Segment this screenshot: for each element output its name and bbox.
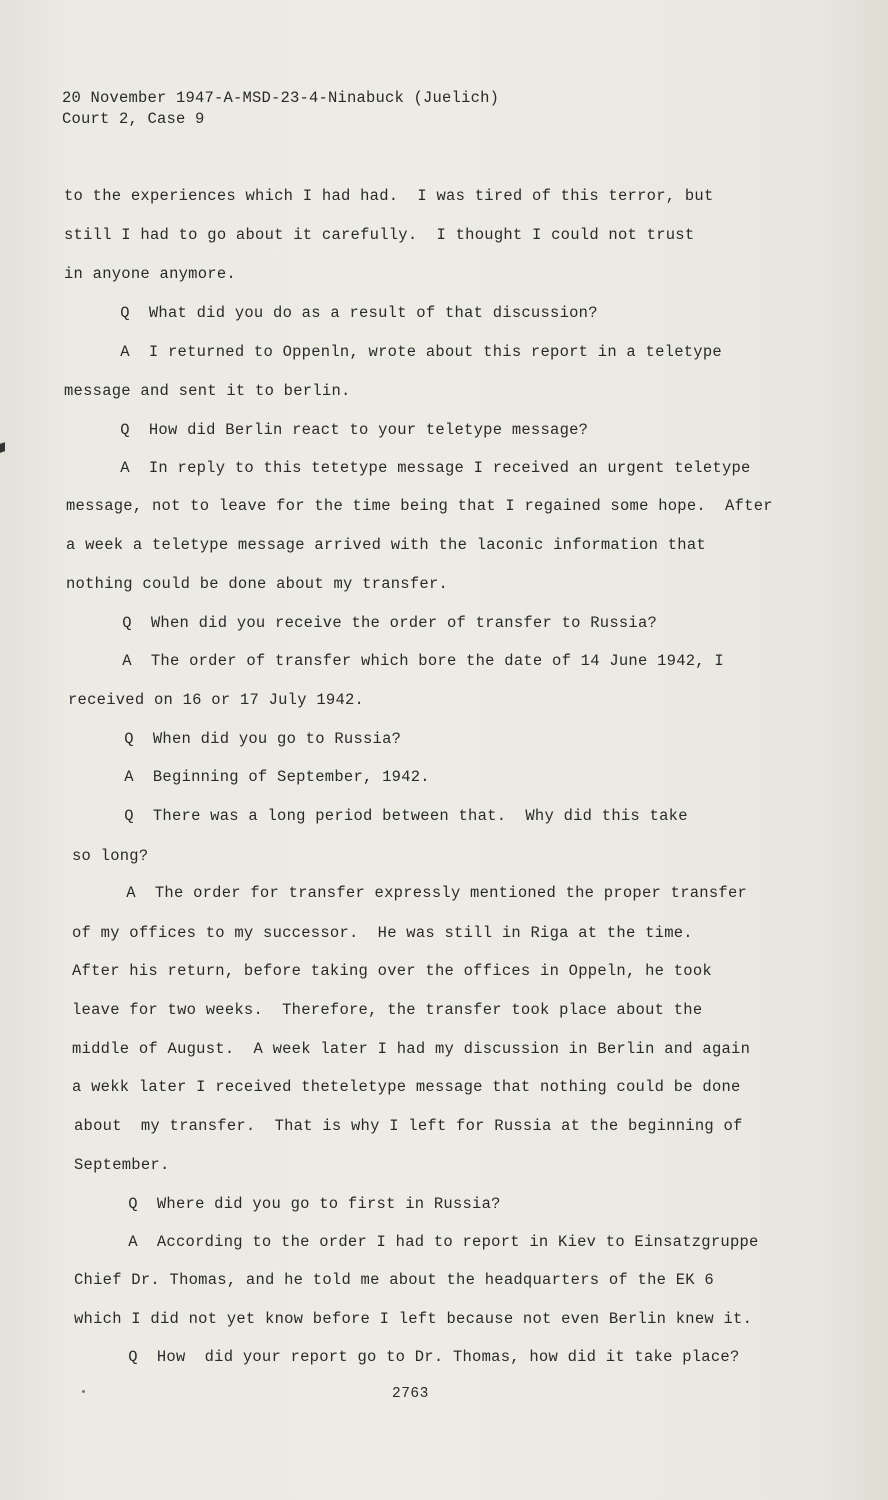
body-line-10: a week a teletype message arrived with the laconic information that: [66, 536, 706, 554]
body-line-23: middle of August. A week later I had my discussion in Berlin and again: [72, 1040, 751, 1058]
body-line-17: Q There was a long period between that. Why did this take: [86, 807, 688, 825]
body-line-14: received on 16 or 17 July 1942.: [68, 691, 365, 709]
body-line-18: so long?: [72, 847, 149, 865]
header-date-line: 20 November 1947-A-MSD-23-4-Ninabuck (Juelich): [62, 89, 500, 107]
document-header: [62, 88, 499, 130]
margin-mark: [0, 442, 5, 453]
body-line-26: September.: [74, 1156, 170, 1174]
header-court-line: Court 2, Case 9: [62, 110, 205, 128]
body-line-13: A The order of transfer which bore the date of 14 June 1942, I: [84, 652, 724, 670]
body-line-6: message and sent it to berlin.: [64, 382, 351, 400]
body-line-20: of my offices to my successor. He was still in Riga at the time.: [72, 924, 693, 942]
body-line-11: nothing could be done about my transfer.: [66, 575, 449, 593]
body-line-30: which I did not yet know before I left because not even Berlin knew it.: [74, 1310, 753, 1328]
body-line-24: a wekk later I received theteletype message that nothing could be done: [72, 1078, 741, 1096]
body-line-29: Chief Dr. Thomas, and he told me about the headquarters of the EK 6: [74, 1271, 714, 1289]
body-line-22: leave for two weeks. Therefore, the transfer took place about the: [72, 1001, 703, 1019]
body-line-15: Q When did you go to Russia?: [86, 730, 402, 748]
body-line-2: still I had to go about it carefully. I thought I could not trust: [64, 226, 695, 244]
body-line-5: A I returned to Oppenln, wrote about this report in a teletype: [82, 343, 722, 361]
body-line-1: to the experiences which I had had. I was tired of this terror, but: [64, 187, 714, 205]
body-line-7: Q How did Berlin react to your teletype message?: [82, 421, 589, 439]
body-line-9: message, not to leave for the time being that I regained some hope. After: [66, 497, 773, 515]
body-line-19: A The order for transfer expressly mentioned the proper transfer: [88, 884, 748, 902]
stray-mark: [82, 1390, 85, 1393]
body-line-27: Q Where did you go to first in Russia?: [90, 1195, 501, 1213]
body-line-25: about my transfer. That is why I left for Russia at the beginning of: [74, 1117, 743, 1135]
page-number: 2763: [392, 1386, 429, 1402]
body-line-4: Q What did you do as a result of that discussion?: [82, 304, 598, 322]
body-line-28: A According to the order I had to report in Kiev to Einsatzgruppe: [90, 1233, 759, 1251]
body-line-3: in anyone anymore.: [64, 265, 236, 283]
body-line-31: Q How did your report go to Dr. Thomas, how did it take place?: [90, 1348, 740, 1366]
body-line-12: Q When did you receive the order of transfer to Russia?: [84, 614, 658, 632]
body-line-21: After his return, before taking over the offices in Oppeln, he took: [72, 962, 712, 980]
body-line-16: A Beginning of September, 1942.: [86, 768, 430, 786]
body-line-8: A In reply to this tetetype message I received an urgent teletype: [82, 459, 751, 477]
